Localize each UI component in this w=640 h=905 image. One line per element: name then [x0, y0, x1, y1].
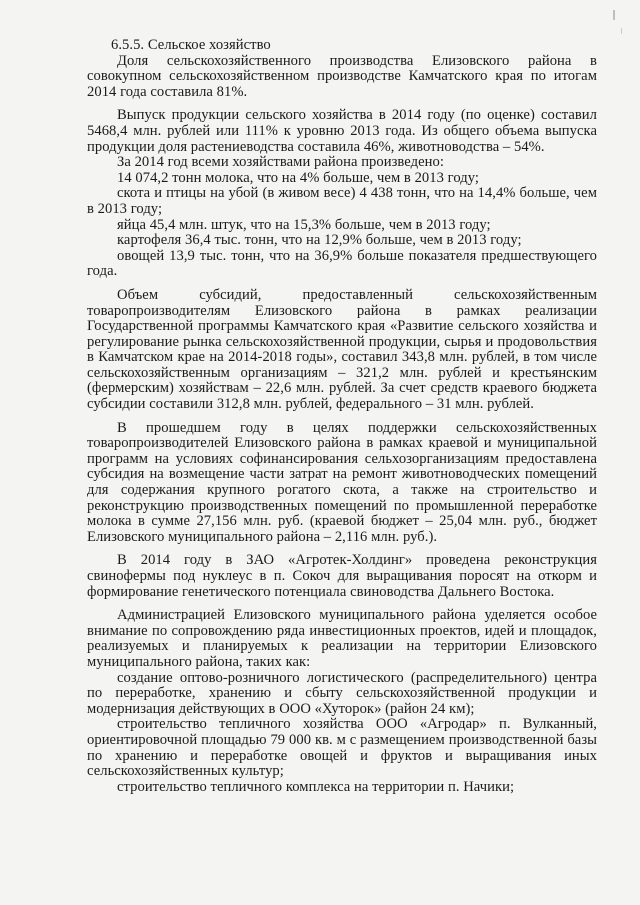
paragraph-output: Выпуск продукции сельского хозяйства в 2014 году (по оценке) составил 5468,4 млн. рублей или 111% к уровню 2013 года. Из общего объема выпуска продукции доля растениеводства составила 46%, животноводства – 54%. — [87, 107, 597, 155]
list-item-livestock: скота и птицы на убой (в живом весе) 4 438 тонн, что на 14,4% больше, чем в 2013 году; — [87, 185, 597, 217]
paragraph-support: В прошедшем году в целях поддержки сельскохозяйственных товаропроизводителей Елизовского района в рамках краевой и муниципальной программ на условиях софинансирования сельхозорганизациям предоставлена субсидия на возмещение части затрат на ремонт животноводческих помещений для содержания крупного рогатого скота, а также на строительство и реконструкцию производственных помещений по промышленной переработке молока в сумме 27,156 млн. руб. (краевой бюджет – 25,04 млн. руб., бюджет Елизовского муниципального района – 2,116 млн. руб.). — [87, 419, 597, 545]
document-body — [87, 38, 597, 795]
paragraph-administration: Администрацией Елизовского муниципального района уделяется особое внимание по сопровождению ряда инвестиционных проектов, идей и площадок, реализуемых и планируемых к реализации на территории Елизовского муниципального района, таких как: — [87, 607, 597, 670]
list-item-nachiki-greenhouse: строительство тепличного комплекса на территории п. Начики; — [117, 778, 515, 795]
list-item-agrodar-greenhouse: строительство тепличного хозяйства ООО «Агродар» п. Вулканный, ориентировочной площадью 79 000 кв. м с размещением производственной базы по хранению и переработке овощей и фруктов и выращивания иных сельскохозяйственных культур; — [87, 716, 597, 780]
section-heading: 6.5.5. Сельское хозяйство — [111, 37, 271, 53]
list-item-vegetables: овощей 13,9 тыс. тонн, что на 36,9% больше показателя предшествующего года. — [87, 247, 597, 280]
paragraph-agrotek: В 2014 году в ЗАО «Агротек-Холдинг» проведена реконструкция свинофермы под нуклеус в п. Сокоч для выращивания поросят на откорм и формирование генетического потенциала свиноводства Дальнего Востока. — [87, 552, 597, 600]
scan-artifact — [613, 10, 615, 20]
scan-artifact — [621, 28, 622, 34]
list-item-eggs: яйца 45,4 млн. штук, что на 15,3% больше, чем в 2013 году; — [117, 216, 491, 233]
paragraph-subsidies: Объем субсидий, предоставленный сельскохозяйственным товаропроизводителям Елизовского района в рамках реализации Государственной программы Камчатского края «Развитие сельского хозяйства и регулирование рынка сельскохозяйственной продукции, сырья и продовольствия в Камчатском крае на 2014-2018 годы», составил 343,8 млн. рублей, в том числе сельскохозяйственным организациям – 321,2 млн. рублей и крестьянским (фермерским) хозяйствам – 22,6 млн. рублей. За счет средств краевого бюджета субсидии составили 312,8 млн. рублей, федерального – 31 млн. рублей. — [87, 286, 597, 413]
list-item-milk: 14 074,2 тонн молока, что на 4% больше, чем в 2013 году; — [117, 169, 479, 186]
list-item-potatoes: картофеля 36,4 тыс. тонн, что на 12,9% больше, чем в 2013 году; — [117, 232, 522, 249]
paragraph-produced-intro: За 2014 год всеми хозяйствами района произведено: — [117, 154, 444, 171]
list-item-logistics-center: создание оптово-розничного логистического (распределительного) центра по переработке, хранению и сбыту сельскохозяйственной продукции и модернизация действующих в ООО «Хуторок» (район 24 км); — [87, 669, 597, 717]
paragraph-share: Доля сельскохозяйственного производства Елизовского района в совокупном сельскохозяйственном производстве Камчатского края по итогам 2014 года составила 81%. — [87, 52, 597, 100]
